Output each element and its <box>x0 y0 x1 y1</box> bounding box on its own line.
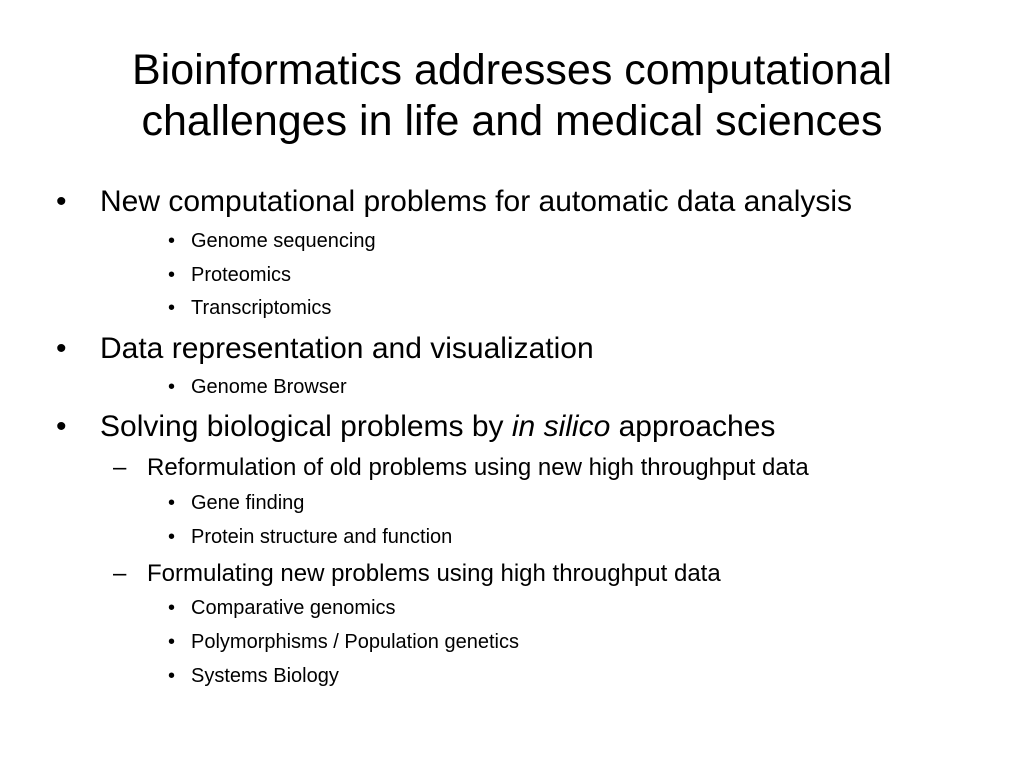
bullet-text: Protein structure and function <box>191 526 453 548</box>
bullet-item <box>168 229 376 253</box>
bullet-text: Gene finding <box>191 492 305 514</box>
bullet-text: Polymorphisms / Population genetics <box>191 631 519 653</box>
bullet-item <box>168 525 452 549</box>
bullet-marker: • <box>168 376 176 398</box>
title-line-2: challenges in life and medical sciences <box>141 97 883 145</box>
bullet-text: Comparative genomics <box>191 597 396 619</box>
bullet-text: Data representation and visualization <box>100 332 594 365</box>
bullet-text: Genome sequencing <box>191 230 376 252</box>
bullet-item <box>168 664 339 688</box>
bullet-marker: • <box>168 631 176 653</box>
bullet-marker: • <box>168 492 176 514</box>
bullet-marker: • <box>168 526 176 548</box>
dash-item <box>113 454 809 482</box>
bullet-text: Proteomics <box>191 264 292 286</box>
bullet-marker: • <box>168 297 176 319</box>
bullet-item <box>56 331 594 367</box>
bullet-marker: • <box>168 665 176 687</box>
dash-marker: – <box>113 560 127 587</box>
bullet-item <box>168 630 519 654</box>
bullet-item <box>168 296 331 320</box>
bullet-text: Systems Biology <box>191 665 339 687</box>
bullet-text: Transcriptomics <box>191 297 332 319</box>
bullet-marker: • <box>168 230 176 252</box>
bullet-item <box>168 375 347 399</box>
bullet-text <box>100 409 775 445</box>
bullet-marker: • <box>168 597 176 619</box>
title-line-1: Bioinformatics addresses computational <box>131 46 893 94</box>
bullet-text: Genome Browser <box>191 376 347 398</box>
bullet-marker: • <box>56 332 67 365</box>
dash-item <box>113 560 721 588</box>
bullet-item <box>168 491 304 515</box>
bullet-item <box>168 596 396 620</box>
bullet-item <box>56 184 852 220</box>
bullet-marker: • <box>56 185 67 218</box>
emphasis-text: in silico <box>511 410 611 443</box>
bullet-text-part: Solving biological problems by <box>100 410 512 443</box>
bullet-item <box>56 409 775 445</box>
bullet-text: New computational problems for automatic data analysis <box>100 185 853 218</box>
bullet-text-part: approaches <box>610 410 776 443</box>
dash-marker: – <box>113 454 127 481</box>
bullet-marker: • <box>168 264 176 286</box>
bullet-item <box>168 263 291 287</box>
dash-text: Reformulation of old problems using new high throughput data <box>147 454 809 481</box>
dash-text: Formulating new problems using high throughput data <box>147 560 721 587</box>
bullet-marker: • <box>56 410 67 443</box>
